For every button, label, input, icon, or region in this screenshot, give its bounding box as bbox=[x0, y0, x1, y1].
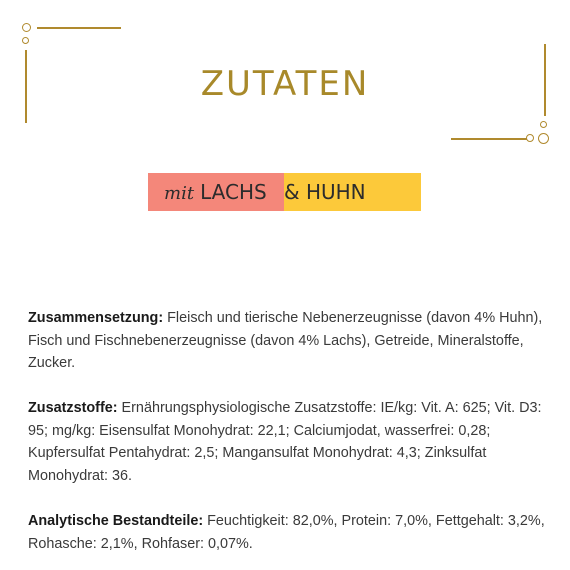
section-additives bbox=[28, 397, 548, 487]
frame-line-horizontal bbox=[37, 27, 121, 29]
ornament-ring-icon bbox=[22, 37, 29, 44]
flavor-prefix: mit bbox=[164, 183, 195, 204]
section-heading: Zusatzstoffe: bbox=[28, 400, 118, 416]
flavor-name-1: LACHS bbox=[200, 180, 267, 204]
page-title: ZUTATEN bbox=[200, 64, 370, 104]
section-analytical bbox=[28, 510, 548, 555]
flavor-name-2: & HUHN bbox=[284, 180, 366, 204]
ornament-ring-icon bbox=[538, 133, 549, 144]
section-text: Ernährungsphysiologische Zusatzstoffe: IE/kg: Vit. A: 625; Vit. D3: 95; mg/kg: Eisensulfat Monohydrat: 22,1; Calciumjodat, wasserfrei: 0,28; Kupfersulfat Pentahydrat: 2,5; Mangansulfat Monohydrat: 4,3; Zinksulfat Monohydrat: 36. bbox=[28, 400, 542, 484]
ornament-ring-icon bbox=[540, 121, 547, 128]
flavor-banner bbox=[148, 173, 421, 211]
flavor-banner-left bbox=[148, 173, 284, 211]
section-text: Fleisch und tierische Nebenerzeugnisse (davon 4% Huhn), Fisch und Fischnebenerzeugnisse (davon 4% Lachs), Getreide, Mineralstoffe, Zucker. bbox=[28, 310, 543, 371]
flavor-banner-right bbox=[284, 173, 421, 211]
section-heading: Zusammensetzung: bbox=[28, 310, 164, 326]
frame-line-horizontal bbox=[451, 138, 527, 140]
ornament-ring-icon bbox=[22, 23, 31, 32]
section-composition bbox=[28, 307, 548, 375]
section-text: Feuchtigkeit: 82,0%, Protein: 7,0%, Fettgehalt: 3,2%, Rohasche: 2,1%, Rohfaser: 0,07%. bbox=[28, 513, 545, 552]
section-heading: Analytische Bestandteile: bbox=[28, 513, 204, 529]
ornament-ring-icon bbox=[526, 134, 534, 142]
